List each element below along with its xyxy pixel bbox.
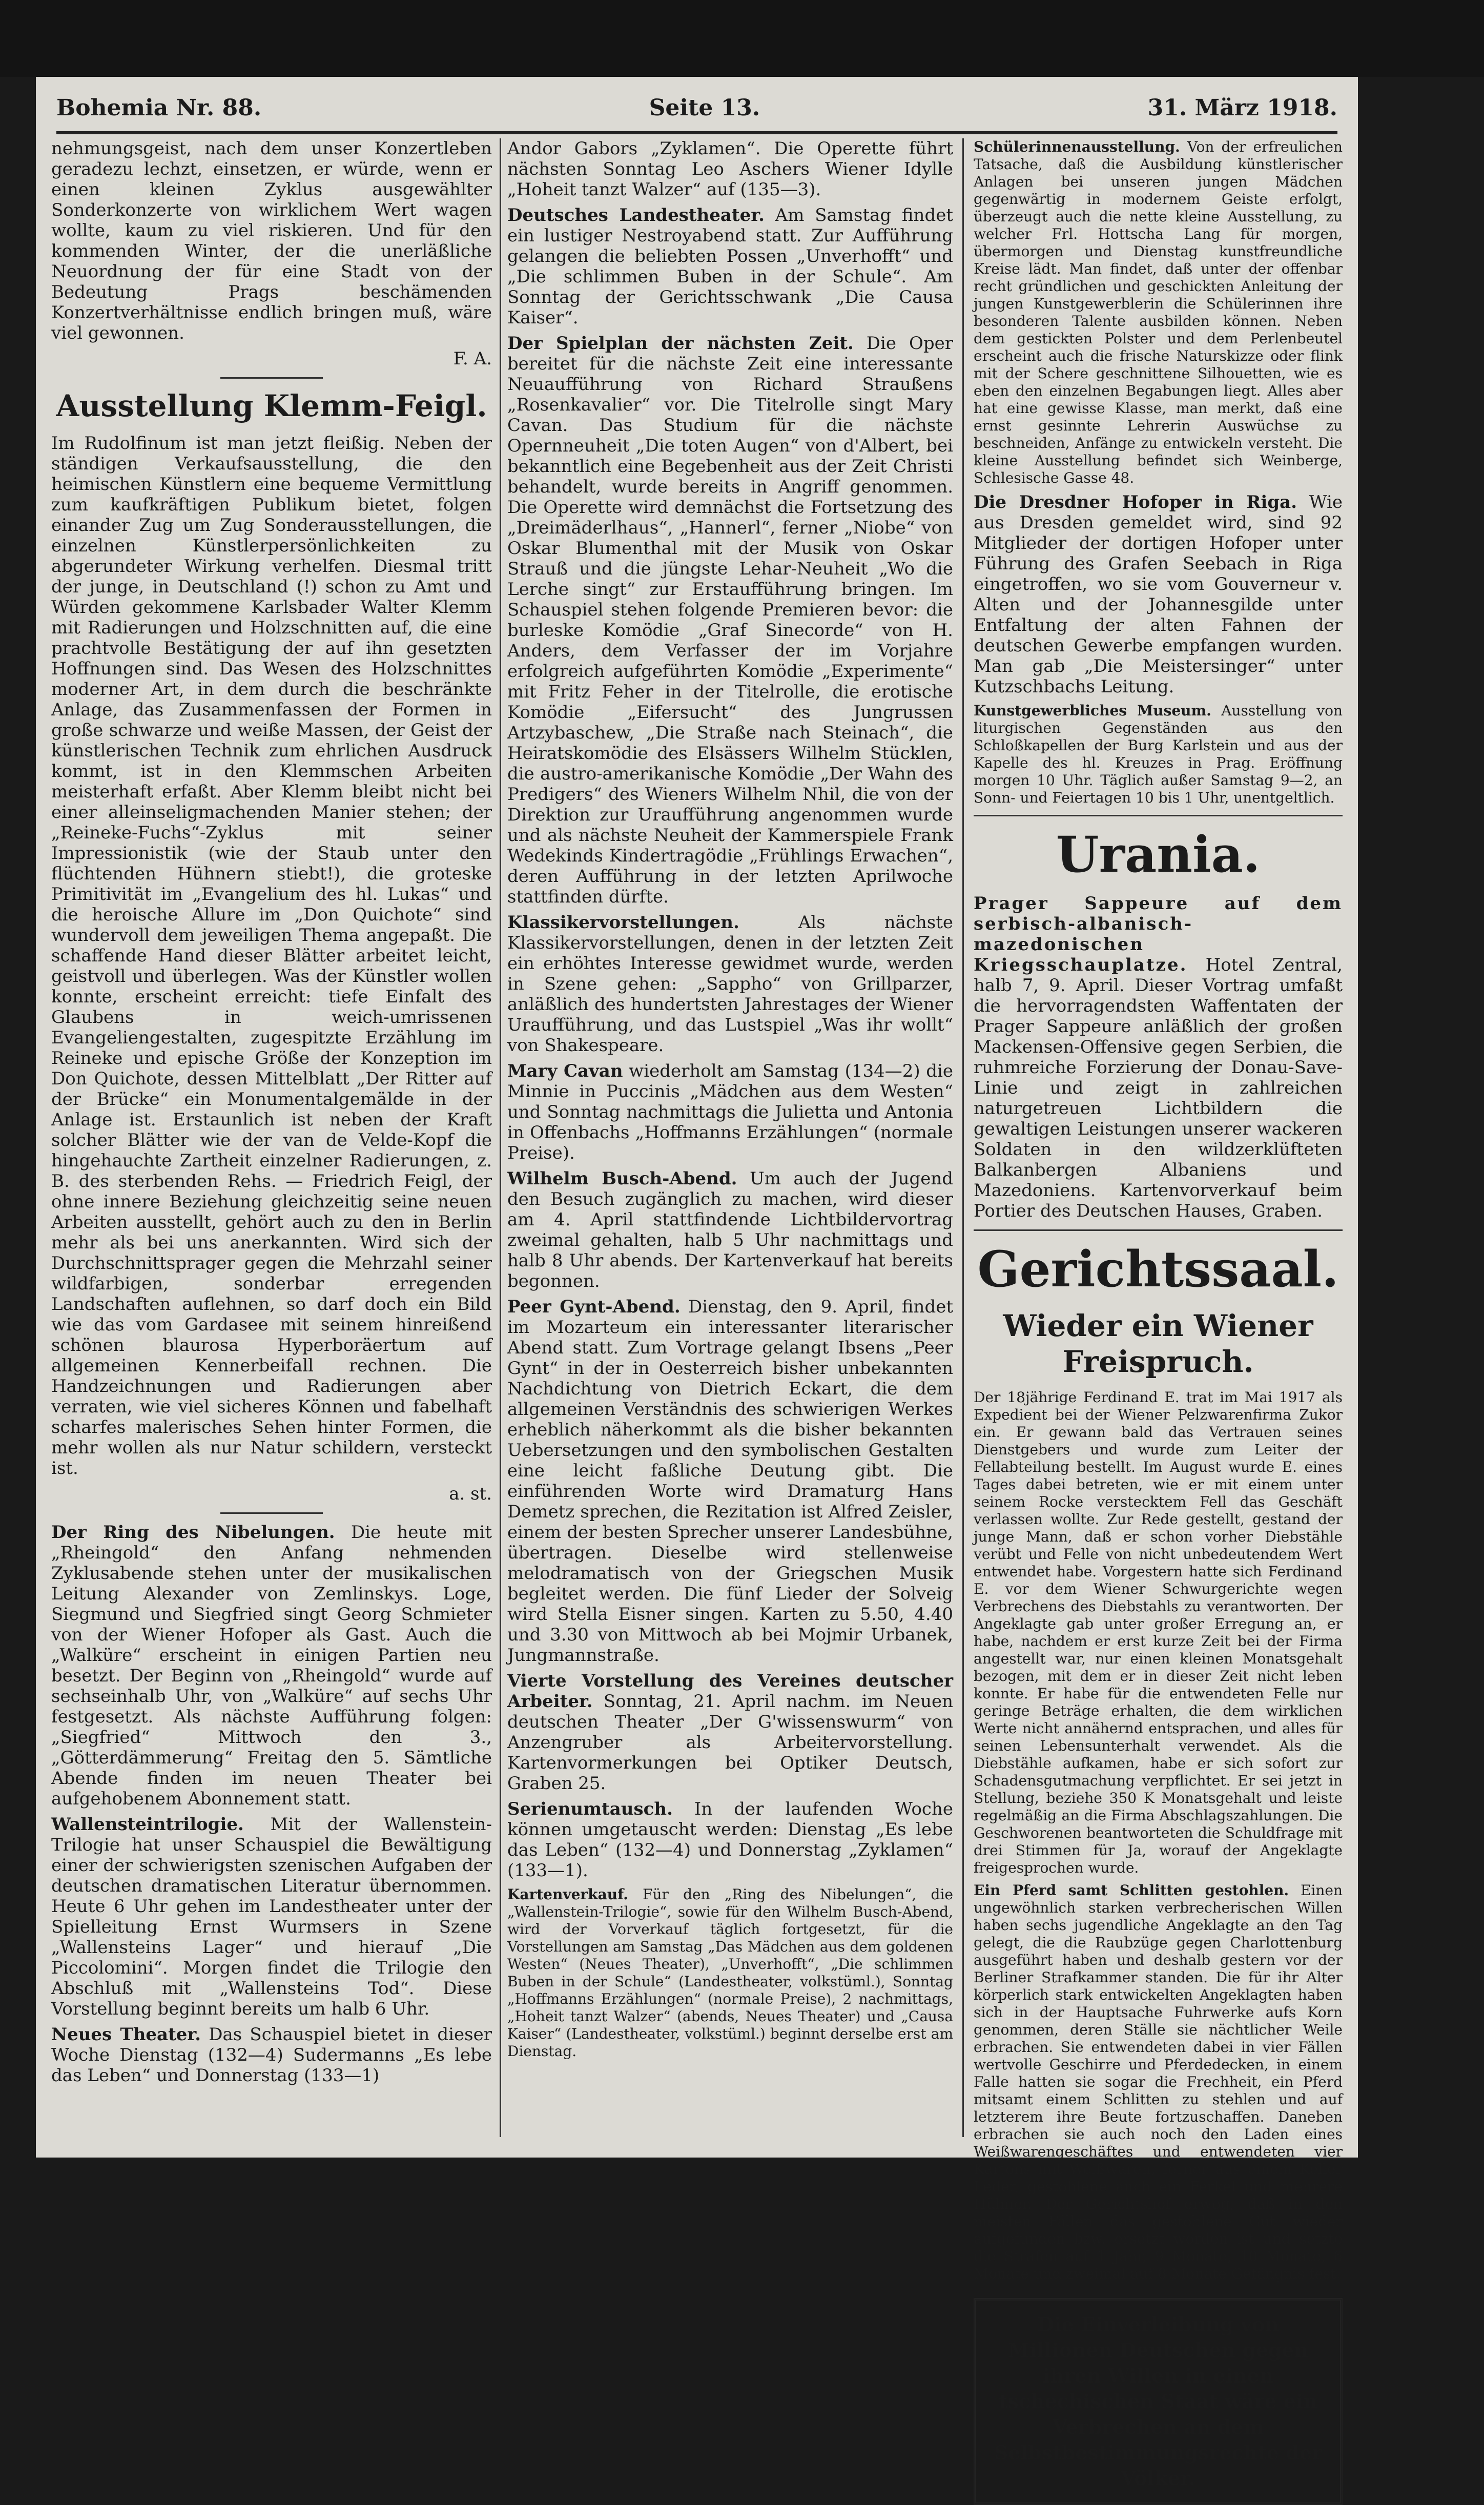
article-ring	[51, 1522, 492, 1809]
article-dresdner-title: Die Dresdner Hofoper in Riga.	[974, 492, 1297, 512]
article-serien-body: In der laufenden Woche können umgetauscht werden: Dienstag „Es lebe das Leben“ (132—4) und Donnerstag „Zyklamen“ (133—1).	[507, 1799, 953, 1881]
article-busch-body: Um auch der Jugend den Besuch zugänglich zu machen, wird dieser am 4. April stattfindende Lichtbildervortrag zweimal gehalten, halb 5 Uhr nachmittags und halb 8 Uhr abends. Der Kartenverkauf hat bereits begonnen.	[507, 1168, 954, 1291]
heading-ausstellung: Ausstellung Klemm-Feigl.	[56, 388, 487, 423]
heading-gerichtssaal: Gerichtssaal.	[977, 1240, 1339, 1298]
article-dresdner-body: Wie aus Dresden gemeldet wird, sind 92 Mitglieder der dortigen Hofoper unter Führung des Grafen Seebach in Riga eingetroffen, wo sie vom Gouverneur v. Alten und der Johannesgilde unter Entfaltung der alten Fahnen der deutschen Gewerbe empfangen wurden. Man gab „Die Meistersinger“ unter Kutzschbachs Leitung.	[974, 492, 1343, 697]
article-wallenstein-title: Wallensteintrilogie.	[51, 1814, 244, 1835]
divider	[974, 1229, 1343, 1231]
article-landes-title: Deutsches Landestheater.	[507, 205, 765, 225]
article-urania-title: Prager Sappeure auf dem serbisch-albanisch-mazedonischen Kriegsschauplatze.	[974, 893, 1343, 975]
scan-top-edge	[0, 0, 1484, 77]
article-dresdner-hofoper	[974, 492, 1343, 697]
article-busch	[507, 1168, 953, 1291]
boxed-notice: Die Einverleibung von Millionen Deutschen gegen ihren Willen in einen tschechischen Staat wäre ein Verbrechen an dem Selbstbestimmungsrechte der Völker.	[974, 2298, 1343, 2505]
article-intro-continuation: nehmungsgeist, nach dem unser Konzertleben geradezu lechzt, einsetzen, er würde, wenn er einen kleinen Zyklus ausgewählter Sonderkonzerte von wirklichem Wert wagen wollte, kaum zu viel riskieren. Und für den kommenden Winter, der die unerläßliche Neuordnung der für eine Stadt von der Bedeutung Prags beschämenden Konzertverhältnisse endlich bringen muß, wäre viel gewonnen.	[51, 138, 492, 343]
article-landes-body: Am Samstag findet ein lustiger Nestroyabend statt. Zur Aufführung gelangen die beliebten Possen „Unverhofft“ und „Die schlimmen Buben in der Schule“. Am Sonntag der Gerichtsschwank „Die Causa Kaiser“.	[507, 205, 953, 328]
article-cavan-body: wiederholt am Samstag (134—2) die Minnie in Puccinis „Mädchen aus dem Westen“ und Sonntag nachmittags die Julietta und Antonia in Offenbachs „Hoffmanns Erzählungen“ (normale Preise).	[507, 1061, 953, 1163]
article-schuelerinnen	[974, 138, 1343, 487]
article-klassiker	[507, 912, 953, 1056]
article-karten-body: Für den „Ring des Nibelungen“, die „Wallenstein-Trilogie“, sowie für den Wilhelm Busch-Abend, wird der Vorverkauf täglich fortgesetzt, für die Vorstellungen am Samstag „Das Mädchen aus dem goldenen Westen“ (Neues Theater), „Unverhofft“, „Die schlimmen Buben in der Schule“ (Landestheater, volkstüml.), Sonntag „Hoffmanns Erzählungen“ (normale Preise), 2 nachmittags, „Hoheit tanzt Walzer“ (abends, Neues Theater) und „Causa Kaiser“ (Landestheater, volkstüml.) beginnt derselbe erst am Dienstag.	[507, 1886, 953, 2060]
article-klemm-feigl: Im Rudolfinum ist man jetzt fleißig. Neben der ständigen Verkaufsausstellung, die den heimischen Künstlern eine bequeme Vermittlung zum kaufkräftigen Publikum bietet, folgen einander Zug um Zug Sonderausstellungen, die einzelnen Künstlerpersönlichkeiten zu abgerundeter Wirkung verhelfen. Diesmal tritt der junge, in Deutschland (!) schon zu Amt und Würden gekommene Karlsbader Walter Klemm mit Radierungen und Holzschnitten auf, die eine prachtvolle Bestätigung der auf ihn gesetzten Hoffnungen sind. Das Wesen des Holzschnittes moderner Art, in dem durch die beschränkte Anlage, das Zusammenfassen der Formen in große schwarze und weiße Massen, der Geist der künstlerischen Technik zum ehrlichen Ausdruck kommt, ist in den Klemmschen Arbeiten meisterhaft erfaßt. Aber Klemm bleibt nicht bei einer alleinseligmachenden Manier stehen; der „Reineke-Fuchs“-Zyklus mit seiner Impressionistik (wie der Staub unter den flüchtenden Hühnern stiebt!), die groteske Primitivität im „Evangelium des hl. Lukas“ und die heroische Allure im „Don Quichote“ sind wundervoll dem jeweiligen Thema angepaßt. Die schaffende Hand dieser Blätter arbeitet leicht, geistvoll und überlegen. Was der Künstler wollen konnte, erscheint erreicht: tiefe Einfalt des Glaubens in weich-umrissenen Evangeliengestalten, zugespitzte Erzählung im Reineke und epische Größe der Konzeption im Don Quichote, dessen Mittelblatt „Der Ritter auf der Brücke“ ein Monumentalgemälde in der Anlage ist. Erstaunlich ist neben der Kraft solcher Blätter wie der van de Velde-Kopf die hingehauchte Zartheit einzelner Radierungen, z. B. des sterbenden Rehs. — Friedrich Feigl, der ohne innere Beziehung gleichzeitig seine neuen Arbeiten ausstellt, gehört auch zu den in Berlin mehr als bei uns anerkannten. Wird sich der Durchschnittsprager gegen die Mehrzahl seiner wildfarbigen, sonderbar erregenden Landschaften auflehnen, so darf doch ein Bild wie das vom Gardasee mit seinem hinreißend schönen blaurosa Hyperboräertum auf allgemeinen Kennerbeifall rechnen. Die Handzeichnungen und Radierungen aber verraten, wie viel sicheres Können und fabelhaft scharfes malerisches Sehen hinter Formen, die mehr wollen als nur Natur schildern, versteckt ist.	[51, 433, 492, 1479]
article-vierte-title: Vierte Vorstellung des Vereines deutscher Arbeiter.	[507, 1671, 953, 1712]
article-vierte-body: Sonntag, 21. April nachm. im Neuen deutschen Theater „Der G'wissenswurm“ von Anzengruber als Arbeitervorstellung. Kartenvormerkungen bei Optiker Deutsch, Graben 25.	[507, 1691, 953, 1794]
article-pferd-body: Einen ungewöhnlich starken verbrecherischen Willen haben sechs jugendliche Angeklagte an den Tag gelegt, die die Raubzüge gegen Charlottenburg ausgeführt haben und deshalb gestern vor der Berliner Strafkammer standen. Die für ihr Alter körperlich stark entwickelten Angeklagten haben sich in der Hauptsache Fuhrwerke aufs Korn genommen, deren Ställe sie nächtlicher Weile erbrachen. Sie entwendeten dabei in vier Fällen wertvolle Geschirre und Pferdedecken, in einem Falle hatten sie sogar die Frechheit, ein Pferd mitsamt einem Schlitten zu stehlen und auf letzterem ihre Beute fortzuschaffen. Daneben erbrachen sie auch noch den Laden eines Weißwarengeschäftes und entwendeten vier Kartons mit Weißwaren, ferner aus einem Keller Leder, gestohlene auch ein Ferkel und mehrere Hühner. Der Gerichtshof erwog, daß in den meisten Fällen das gestohlene Gut wieder aufgefunden bzw. ersetzt worden ist und setzte die Strafen auf 1 Jahr, 9 Monate, 10 Monate, 6 Monate und zweimal auf 8 Monate Gefängnis fest.	[974, 1882, 1343, 2282]
column-3	[974, 138, 1343, 2490]
header-issue: Bohemia Nr. 88.	[56, 94, 262, 121]
article-ring-title: Der Ring des Nibelungen.	[51, 1522, 335, 1543]
article-kunst-title: Kunstgewerbliches Museum.	[974, 702, 1211, 719]
column-divider-1	[500, 138, 501, 2137]
column-divider-2	[962, 138, 964, 2137]
divider	[220, 377, 323, 379]
article-schueler-title: Schülerinnenausstellung.	[974, 138, 1180, 155]
article-vierte-vorstellung	[507, 1671, 953, 1794]
article-urania-body: Hotel Zentral, halb 7, 9. April. Dieser Vortrag umfaßt die hervorragendsten Waffentaten der Prager Sappeure anläßlich der großen Mackensen-Offensive gegen Serbien, die ruhmreiche Forzierung der Donau-Save-Linie und zeigt in zahlreichen naturgetreuen Lichtbildern die gewaltigen Leistungen unserer wackeren Soldaten in den wildzerklüfteten Balkanbergen Albaniens und Mazedoniens. Kartenvorverkauf beim Portier des Deutschen Hauses, Graben.	[974, 955, 1343, 1221]
article-freispruch: Der 18jährige Ferdinand E. trat im Mai 1917 als Expedient bei der Wiener Pelzwarenfirma Zukor ein. Er gewann bald das Vertrauen seines Dienstgebers und wurde zum Leiter der Fellabteilung bestellt. Im August wurde E. eines Tages dabei betreten, wie er mit einem unter seinem Rocke verstecktem Fell das Geschäft verlassen wollte. Zur Rede gestellt, gestand der junge Mann, daß er schon vorher Diebstähle verübt und Felle von nicht unbedeutendem Wert entwendet habe. Vorgestern hatte sich Ferdinand E. vor dem Wiener Schwurgerichte wegen Verbrechens des Diebstahls zu verantworten. Der Angeklagte gab unter großer Erregung an, er habe, nachdem er erst kurze Zeit bei der Firma angestellt war, nur einen kleinen Monatsgehalt bezogen, mit dem er in dieser Zeit nicht leben konnte. Er habe für die entwendeten Felle nur geringe Beträge erhalten, die dem wirklichen Werte nicht annähernd entsprachen, und alles für seinen Lebensunterhalt verwendet. Als die Diebstähle aufkamen, habe er sich sofort zur Schadensgutmachung verpflichtet. Er sei jetzt in Stellung, beziehe 350 K Monatsgehalt und leiste regelmäßig an die Firma Abschlagszahlungen. Die Geschworenen beantworteten die Schuldfrage mit drei Stimmen für Ja, worauf der Angeklagte freigesprochen wurde.	[974, 1389, 1343, 1876]
article-kartenverkauf	[507, 1886, 953, 2060]
heading-freispruch: Wieder ein Wiener Freispruch.	[1003, 1308, 1313, 1379]
article-spielplan-body: Die Oper bereitet für die nächste Zeit eine interessante Neuaufführung von Richard Straußens „Rosenkavalier“ vor. Die Titelrolle singt Mary Cavan. Das Studium für die nächste Opernneuheit „Die toten Augen“ von d'Albert, bei bekanntlich eine Begebenheit aus der Zeit Christi behandelt, wurde bereits in Angriff genommen. Die Operette wird demnächst die Fortsetzung des „Dreimäderlhaus“, „Hannerl“, ferner „Niobe“ von Oskar Blumenthal mit der Musik von Oskar Strauß und die jüngste Lehar-Neuheit „Wo die Lerche singt“ zur Erstaufführung bringen. Im Schauspiel stehen folgende Premieren bevor: die burleske Komödie „Graf Sinecorde“ von H. Anders, dem Verfasser der im Vorjahre erfolgreich aufgeführten Komödie „Experimente“ mit Fritz Feher in der Titelrolle, die erotische Komödie „Eifersucht“ des Jungrussen Artzybaschew, „Die Straße nach Steinach“, die Heiratskomödie des Elsässers Wilhelm Stücklen, die austro-amerikanische Komödie „Der Wahn des Predigers“ des Wieners Wilhelm Nhil, die von der Direktion zur Uraufführung angenommen wurde und als nächste Neuheit der Kammerspiele Frank Wedekinds Kindertragödie „Frühlings Erwachen“, deren Aufführung in der letzten Aprilwoche stattfinden dürfte.	[507, 333, 954, 907]
article-busch-title: Wilhelm Busch-Abend.	[507, 1168, 737, 1189]
article-neues-theater	[51, 2024, 492, 2086]
column-2	[507, 138, 953, 2137]
divider	[220, 1512, 323, 1514]
article-neues-body: Das Schauspiel bietet in dieser Woche Dienstag (132—4) Sudermanns „Es lebe das Leben“ und Donnerstag (133—1)	[51, 2024, 492, 2086]
article-klassiker-body: Als nächste Klassikervorstellungen, denen in der letzten Zeit ein erhöhtes Interesse gewidmet wurde, werden in Szene gehen: „Sappho“ von Grillparzer, anläßlich des hundertsten Jahrestages der Wiener Uraufführung, und das Lustspiel „Was ihr wollt“ von Shakespeare.	[507, 912, 953, 1056]
article-kunst-body: Ausstellung von liturgischen Gegenständen aus den Schloßkapellen der Burg Karlstein und aus der Kapelle des hl. Kreuzes in Prag. Eröffnung morgen 10 Uhr. Täglich außer Samstag 9—2, an Sonn- und Feiertagen 10 bis 1 Uhr, unentgeltlich.	[974, 702, 1343, 806]
header-page-number: Seite 13.	[649, 94, 760, 121]
article-operette-continuation: Andor Gabors „Zyklamen“. Die Operette führt nächsten Sonntag Leo Aschers Wiener Idylle „Hoheit tanzt Walzer“ auf (135—3).	[507, 138, 953, 200]
article-klassiker-title: Klassikervorstellungen.	[507, 912, 739, 933]
article-peer-body: Dienstag, den 9. April, findet im Mozarteum ein interessanter literarischer Abend statt. Zum Vortrage gelangt Ibsens „Peer Gynt“ in der in Oesterreich bisher unbekannten Nachdichtung von Dietrich Eckart, die dem allgemeinen Verständnis des schwierigen Werkes erheblich näherkommt als die bisher bekannten Uebersetzungen und den symbolischen Gestalten eine leicht faßliche Deutung gibt. Die einführenden Worte wird Dramaturg Hans Demetz sprechen, die Rezitation ist Alfred Zeisler, einem der besten Sprecher unserer Landesbühne, übertragen. Dieselbe wird stellenweise melodramatisch von der Griegschen Musik begleitet werden. Die fünf Lieder der Solveig wird Stella Eisner singen. Karten zu 5.50, 4.40 und 3.30 von Mittwoch ab bei Mojmir Urbanek, Jungmannstraße.	[507, 1297, 953, 1666]
header-date: 31. März 1918.	[1147, 94, 1337, 121]
article-peer-title: Peer Gynt-Abend.	[507, 1297, 681, 1317]
article-schueler-body: Von der erfreulichen Tatsache, daß die Ausbildung künstlerischer Anlagen bei unseren jungen Mädchen gegenwärtig in modernem Geiste erfolgt, überzeugt auch die nette kleine Ausstellung, zu welcher Frl. Hottscha Lang für morgen, übermorgen und Dienstag kunstfreundliche Kreise lädt. Man findet, daß unter der offenbar recht gründlichen und geschickten Anleitung der jungen Kunstgewerblerin die Schülerinnen ihre besonderen Talente ausbilden können. Neben dem gestickten Polster und dem Perlenbeutel erscheint auch die frische Naturskizze oder flink mit der Schere geschnittene Silhouetten, wie es eben den einzelnen Begabungen liegt. Alles aber hat eine gewisse Klasse, man merkt, daß eine ernst gesinnte Lehrerin Auswüchse zu beschneiden, Anfänge zu entwickeln versteht. Die kleine Ausstellung befindet sich Weinberge, Schlesische Gasse 48.	[974, 138, 1343, 486]
article-neues-title: Neues Theater.	[51, 2024, 201, 2045]
article-urania	[974, 893, 1343, 1221]
article-serienumtausch	[507, 1799, 953, 1881]
article-pferd	[974, 1882, 1343, 2283]
article-klemm-signature: a. st.	[449, 1484, 492, 1504]
article-landestheater	[507, 205, 953, 328]
column-1	[51, 138, 492, 2137]
article-karten-title: Kartenverkauf.	[507, 1886, 628, 1903]
article-pferd-title: Ein Pferd samt Schlitten gestohlen.	[974, 1882, 1289, 1899]
article-cavan	[507, 1061, 953, 1163]
article-ring-body: Die heute mit „Rheingold“ den Anfang nehmenden Zyklusabende stehen unter der musikalischen Leitung Alexander von Zemlinskys. Loge, Siegmund und Siegfried singt Georg Schmieter von der Wiener Hofoper als Gast. Auch die „Walküre“ erscheint in einigen Partien neu besetzt. Der Beginn von „Rheingold“ wurde auf sechseinhalb Uhr, von „Walküre“ auf sechs Uhr festgesetzt. Als nächste Aufführung folgen: „Siegfried“ Mittwoch den 3., „Götterdämmerung“ Freitag den 5. Sämtliche Abende finden im neuen Theater bei aufgehobenem Abonnement statt.	[51, 1522, 492, 1809]
article-kunstgewerbe	[974, 702, 1343, 807]
newspaper-page	[36, 77, 1358, 2490]
article-spielplan-title: Der Spielplan der nächsten Zeit.	[507, 333, 854, 354]
heading-urania: Urania.	[1056, 826, 1261, 884]
divider	[974, 815, 1343, 816]
page-header	[56, 87, 1337, 134]
article-cavan-title: Mary Cavan	[507, 1061, 623, 1081]
article-peer-gynt	[507, 1297, 953, 1666]
article-wallenstein-body: Mit der Wallenstein-Trilogie hat unser Schauspiel die Bewältigung einer der schwierigsten szenischen Aufgaben der deutschen dramatischen Literatur übernommen. Heute 6 Uhr gehen im Landestheater unter der Spielleitung Ernst Wurmsers in Szene „Wallensteins Lager“ und hierauf „Die Piccolomini“. Morgen findet die Trilogie den Abschluß mit „Wallensteins Tod“. Diese Vorstellung beginnt bereits um halb 6 Uhr.	[51, 1814, 492, 2019]
article-wallenstein	[51, 1814, 492, 2019]
article-serien-title: Serienumtausch.	[507, 1799, 673, 1819]
article-intro-signature: F. A.	[453, 348, 492, 369]
article-spielplan	[507, 333, 953, 907]
